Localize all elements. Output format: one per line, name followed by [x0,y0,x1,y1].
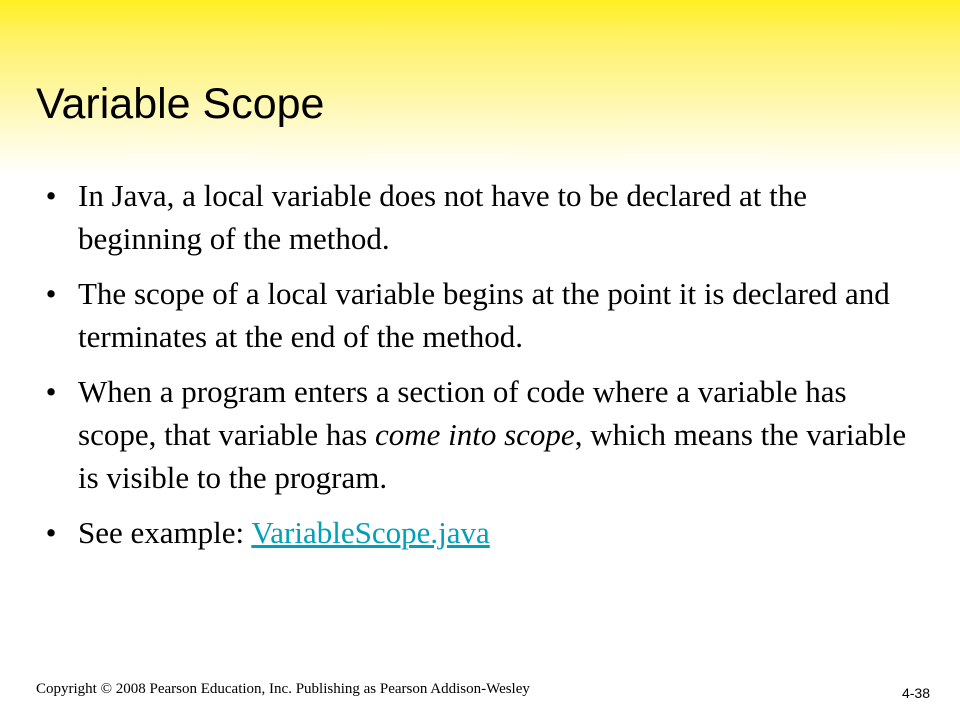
bullet-text: The scope of a local variable begins at the point it is declared and terminates at the end of the method. [78,276,890,354]
bullet-text: See example: [78,515,252,550]
bullet-icon: • [45,374,57,409]
bullet-item-come-into-scope [36,370,916,499]
bullet-item-local-declaration [36,174,916,260]
bullet-item-scope-definition [36,272,916,358]
bullet-item-example [36,511,916,554]
bullet-text-after: , which means the variable is visible to the program. [78,417,907,495]
slide-title: Variable Scope [36,80,325,128]
bullet-text-before: When a program enters a section of code where a variable has scope, that variable has [78,374,847,452]
example-file-link[interactable]: VariableScope.java [251,515,490,550]
bullet-icon: • [45,178,57,213]
bullet-icon: • [45,276,57,311]
bullet-text: In Java, a local variable does not have to be declared at the beginning of the method. [78,178,808,256]
bullet-icon: • [45,515,57,550]
copyright-notice: Copyright © 2008 Pearson Education, Inc. Publishing as Pearson Addison-Wesley [36,681,530,697]
emphasized-term: come into scope [374,417,575,452]
bullet-list [36,174,916,566]
page-number: 4-38 [901,685,930,701]
